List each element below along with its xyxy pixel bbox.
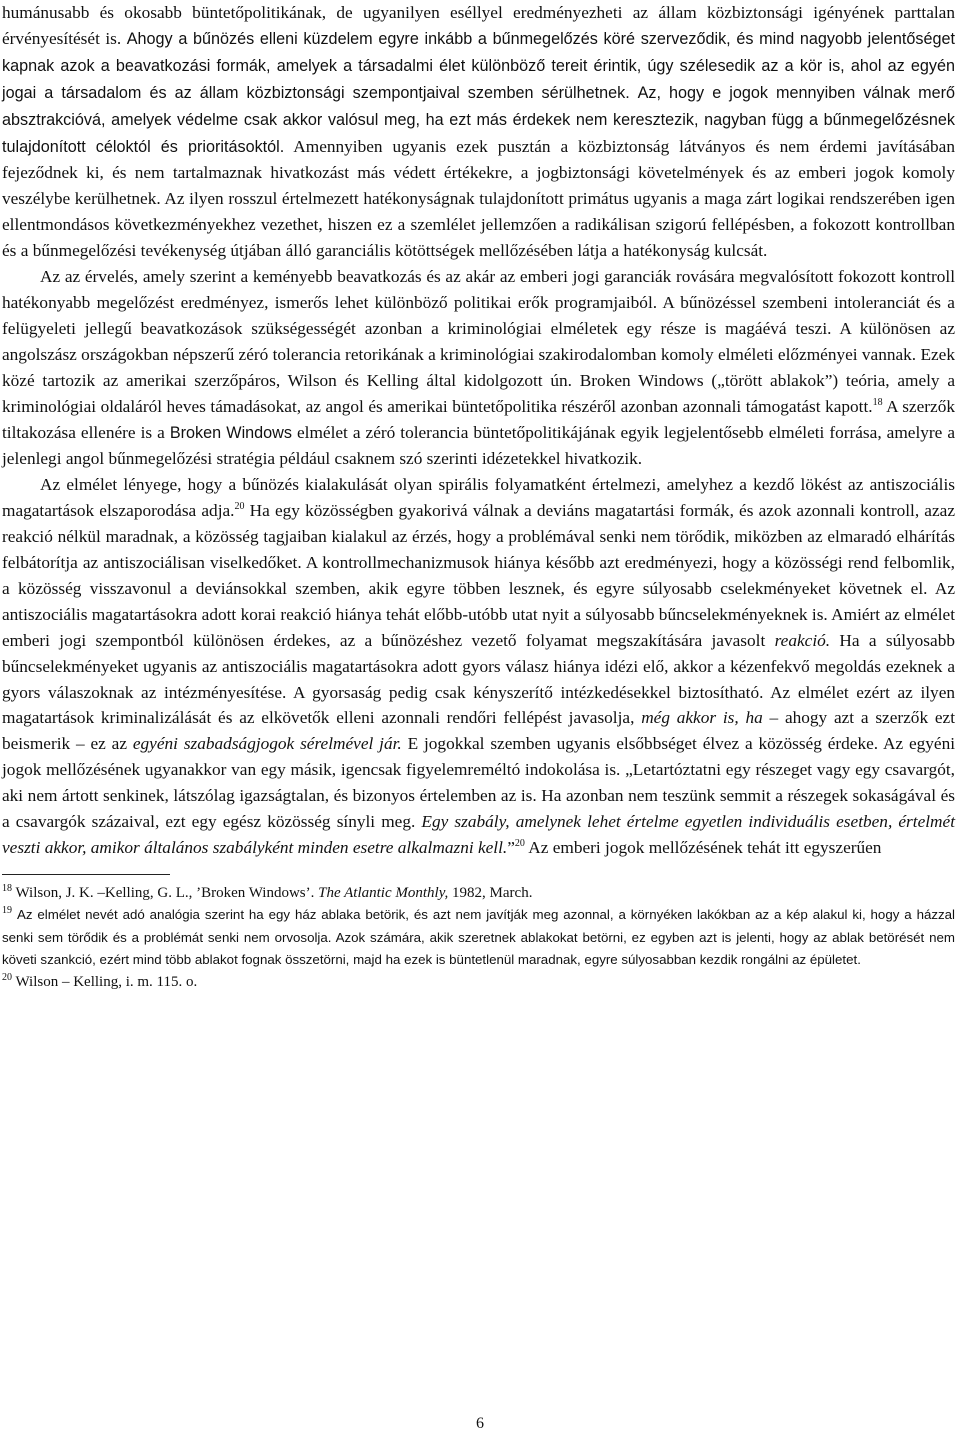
paragraph-1-sentence-e: Az ilyen rosszul értelmezett hatékonyságnak tulajdonított primátus ugyanis a maga zárt logikai rendszerében igen ellentmondásos következményekhez vezethet, hiszen ez a szemlélet jellemzően a radikálisan szigorú fellépésben, a fokozott kontrollban és a bűnmegelőzési tevékenység útjában álló garanciális kötöttségek mellőzésében látja a hatékonyság kulcsát. [2, 189, 955, 261]
paragraph-2-sentence-e: Broken Windows („törött ablakok”) teória, amely a kriminológiai oldaláról heves támadásokat, az angol és amerikai büntetőpolitika részéről azonban azonnali támogatást kapott. [2, 370, 956, 416]
paragraph-3-sentence-c: elhárítás [896, 527, 955, 547]
footnote-ref-20[interactable]: 20 [514, 838, 525, 850]
paragraph-2-sentence-c: A különösen az angolszász országokban népszerű zéró tolerancia retorikának a kriminológiai szakirodalomban komoly elméleti előzményei vannak. [2, 318, 955, 364]
paragraph-3 [2, 472, 955, 861]
paragraph-3-sentence-a: Az elmélet lényege, hogy a bűnözés kialakulását olyan spirális folyamatként értelmezi, amelyhez a kezdő lökést az antiszociális magatartások elszaporodása adja. [2, 475, 955, 521]
footnote-ref-19[interactable]: 20 [234, 501, 245, 513]
page-number: 6 [476, 1415, 484, 1432]
paragraph-3-sentence-d: felbátorítja az antiszociálisan viselkedőket. A kontrollmechanizmusok hiánya később azt eredményezi, hogy a közösségi rend felbomlik, a közösség visszavonul a deviánsokkal szemben, akik egyre többen lesznek, és egyre súlyosabb cselekményeket követnek el. Az antiszociális magatartásokra adott korai reakció hiánya tehát előbb-utóbb utat nyit a súlyosabb bűncselekményeknek is. Amiért az elmélet emberi jogi szempontból különösen érdekes, az a bűnözéshez vezető folyamat megszakítására javasolt [2, 553, 955, 650]
document-page [2, 0, 955, 993]
paragraph-3-sentence-h: – ahogy azt a szerzők ezt beismerik – ez az [2, 708, 955, 754]
paragraph-2-sentence-f: A szerzők tiltakozása ellenére is a [2, 396, 955, 442]
paragraph-2-sentence-a: Az az érvelés, amely szerint a keményebb beavatkozás és az akár az emberi jogi garanciák rovására megvalósított fokozott kontroll hatékonyabb megelőzést eredményez, ismerős lehet különböző politikai erők programjaiból. [2, 267, 955, 312]
paragraph-3-sentence-f: Ha a súlyosabb bűncselekményeket ugyanis az antiszociális magatartásokra adott gyors válasz hiánya idézi elő, akkor a kézenfekvő megoldás ezeknek a gyors válaszoknak az intézményesítése. A gyorsaság pedig csak kényszerítő intézkedésekkel biztosítható. Az elmélet ezért az ilyen magatartások kriminalizálását és az elkövetők elleni azonnali rendőri fellépést javasolja, [2, 630, 955, 728]
footnote-number: 20 [2, 971, 12, 983]
paragraph-3-sentence-m: Az emberi jogok mellőzésének tehát itt egyszerűen [528, 838, 882, 857]
footnote-text: Wilson, J. K. –Kelling, G. L., ’Broken Windows’. [15, 884, 315, 901]
footnote-text: Az elmélet nevét adó analógia szerint ha egy ház ablaka betörik, és azt nem javítják meg azonnal, a környéken lakókban az a kép alakul ki, hogy a házzal senki sem törődik és a problémát senki nem orvosolja. Azok számára, akik szeretnek ablakokat betörni, ez egyben azt is jelenti, hogy az ablak betörését nem követi szankció, ezért mind több ablakot fognak összetörni, majd ha ezek is büntetlenül maradnak, egyre súlyosabban kezdik rongálni az épületet. [2, 907, 956, 968]
footnote-separator [2, 874, 170, 875]
paragraph-3-closing-quote: ” [507, 838, 515, 857]
paragraph-3-italic-rights: egyéni szabadságjogok sérelmével jár. [132, 734, 402, 754]
paragraph-1-sentence-c: Az, hogy e jogok mennyiben válnak merő absztrakcióvá, amelyek védelme csak akkor valósul meg, ha ezt más érdekek nem keresztezik, nagyban függ a bűnmegelőzésnek tulajdonított céloktól és prioritásoktól. [2, 83, 955, 156]
paragraph-3-reaction-italic: reakció. [774, 630, 831, 650]
footnote-journal-title: The Atlantic Monthly, [318, 884, 449, 901]
paragraph-1-sentence-b: Ahogy a bűnözés elleni küzdelem egyre inkább a bűnmegelőzés köré szerveződik, és mind nagyobb jelentőséget kapnak azok a beavatkozási formák, amelyek a társadalmi élet különböző tereit érintik, úgy szélesedik az a kör is, ahol az egyén jogai a társadalom és az állam közbiztonsági szempontjaival szemben sérülhetnek. [2, 29, 955, 102]
paragraph-3-italic-quote: Egy szabály, amelynek lehet értelme egyetlen individuális esetben, értelmét veszti akkor, amikor általános szabályként minden esetre alkalmazni kell. [2, 812, 956, 857]
paragraph-1-sentence-d: Amennyiben ugyanis ezek pusztán a közbiztonság látványos és nem érdemi javításában fejeződnek ki, és nem tartalmaznak hivatkozást más védett értékekre, a jogbiztonsági követelmények és az emberi jogok komoly veszélybe kerülhetnek. [2, 136, 955, 209]
paragraph-3-sentence-b: Ha egy közösségben gyakorivá válnak a deviáns magatartási formák, és azok azonnali kontroll, azaz reakció nélkül maradnak, a közösség tagjaiban kialakul az érzés, hogy a problémával senki nem törődik, miközben az elmaradó [2, 501, 955, 547]
paragraph-2-sentence-b: A bűnözéssel szembeni intoleranciát és a felügyeleti jellegű beavatkozások szükségességét azonban a kriminológiai elméletek egy része is magáévá teszi. [2, 292, 955, 338]
footnote-number: 19 [2, 905, 12, 917]
footnote-ref-18[interactable]: 18 [872, 396, 883, 408]
paragraph-3-sentence-j: E jogokkal szemben ugyanis elsőbbséget élvez a közösség érdeke. Az egyéni jogok mellőzésének ugyanakkor van egy másik, igencsak figyelemreméltó indokolása is. „Letartóztatni egy részeget vagy egy csavargót, aki nem ártott senkinek, látszólag igazságtalan, és bizonyos értelemben az is. Ha azonban nem teszünk semmit a részegek sokaságával és a csavargók százaival, ezt egy egész közösség sínyli meg. [2, 734, 956, 832]
paragraph-1-sentence-a: humánusabb és okosabb büntetőpolitikának, de ugyanilyen eséllyel eredményezheti az állam közbiztonsági igényének parttalan érvényesítését is. [2, 3, 955, 48]
footnote-18 [2, 883, 955, 905]
footnote-19 [2, 904, 955, 972]
footnote-number: 18 [2, 882, 12, 894]
paragraph-1 [2, 0, 955, 264]
paragraph-3-italic-even-if: még akkor is, ha [641, 708, 763, 728]
footnotes [2, 883, 955, 994]
footnote-text: Wilson – Kelling, i. m. 115. o. [15, 973, 198, 990]
footnote-20 [2, 972, 955, 994]
paragraph-2-broken-windows: Broken Windows [169, 423, 292, 442]
paragraph-2-sentence-h: elmélet a zéró tolerancia büntetőpolitikájának egyik legjelentősebb elméleti forrása, amelyre a jelenlegi angol bűnmegelőzési stratégia például csaknem szó szerinti idézetekkel hivatkozik. [2, 422, 955, 469]
footnote-text-date: 1982, March. [452, 884, 533, 901]
paragraph-2 [2, 264, 955, 472]
body-text [2, 0, 955, 861]
paragraph-2-sentence-d: Ezek közé tartozik az amerikai szerzőpáros, Wilson és Kelling által kidolgozott ún. [2, 344, 955, 390]
